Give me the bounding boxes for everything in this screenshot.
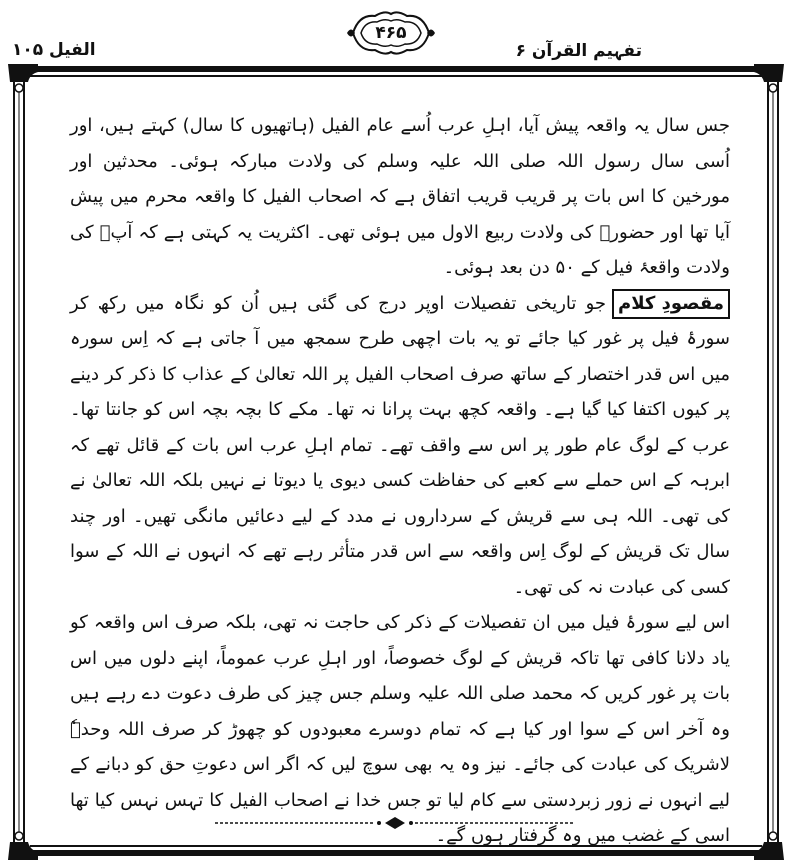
section-heading: مقصودِ کلام xyxy=(612,289,730,319)
book-title: تفہیم القرآن ۶ xyxy=(515,41,642,61)
divider-ornament-icon xyxy=(215,815,575,831)
commentary-body xyxy=(70,108,730,854)
surah-reference: الفیل ۱۰۵ xyxy=(12,40,96,60)
page-number-medallion xyxy=(345,8,437,58)
paragraph-amul-fil: جس سال یہ واقعہ پیش آیا، اہلِ عرب اُسے عام الفیل (ہاتھیوں کا سال) کہتے ہیں، اور اُسی سال رسول اللہ صلی اللہ علیہ وسلم کی ولادت مبارکہ ہوئی۔ محدثین اور مورخین کا اس بات پر قریب قریب اتفاق ہے کہ اصحاب الفیل کا واقعہ محرم میں پیش آیا تھا اور حضورؐ کی ولادت ربیع الاول میں ہوئی تھی۔ اکثریت یہ کہتی ہے کہ آپؐ کی ولادت واقعۂ فیل کے ۵۰ دن بعد ہوئی۔ xyxy=(70,115,730,278)
paragraph-purpose xyxy=(70,286,730,606)
paragraph-conclusion: اس لیے سورۂ فیل میں ان تفصیلات کے ذکر کی حاجت نہ تھی، بلکہ صرف اس واقعہ کو یاد دلانا کافی تھا تاکہ قریش کے لوگ خصوصاً، اور اہلِ عرب عموماً، اپنے دلوں میں اس بات پر غور کریں کہ محمد صلی اللہ علیہ وسلم جس چیز کی طرف دعوت دے رہے ہیں وہ آخر اس کے سوا اور کیا ہے کہ تمام دوسرے معبودوں کو چھوڑ کر صرف اللہ وحدہٗ لاشریک کی عبادت کی جائے۔ نیز وہ یہ بھی سوچ لیں کہ اگر اس دعوتِ حق کو دبانے کے لیے انہوں نے زور زبردستی سے کام لیا تو جس خدا نے اصحاب الفیل کا تہس نہس کیا تھا اسی کے غضب میں وہ گرفتار ہوں گے۔ xyxy=(70,612,730,846)
closing-ornament xyxy=(215,815,575,831)
paragraph-purpose-text: جو تاریخی تفصیلات اوپر درج کی گئی ہیں اُن کو نگاہ میں رکھ کر سورۂ فیل پر غور کیا جائے تو یہ بات اچھی طرح سمجھ میں آ جاتی ہے کہ اِس سورہ میں اس قدر اختصار کے ساتھ صرف اصحاب الفیل پر اللہ تعالیٰ کے عذاب کا ذکر کر دینے پر کیوں اکتفا کیا گیا ہے۔ واقعہ کچھ بہت پرانا نہ تھا۔ مکے کا بچہ بچہ اس کو جانتا تھا۔ عرب کے لوگ عام طور پر اس سے واقف تھے۔ تمام اہلِ عرب اس بات کے قائل تھے کہ ابرہہ کے اس حملے سے کعبے کی حفاظت کسی دیوی یا دیوتا نے نہیں بلکہ اللہ تعالیٰ نے کی تھی۔ اللہ ہی سے قریش کے سرداروں نے مدد کے لیے دعائیں مانگی تھیں۔ اور چند سال تک قریش کے لوگ اِس واقعہ سے اس قدر متأثر رہے تھے کہ انہوں نے اللہ کے سوا کسی کی عبادت نہ کی تھی۔ xyxy=(70,292,730,598)
page-number: ۴۶۵ xyxy=(375,23,407,43)
